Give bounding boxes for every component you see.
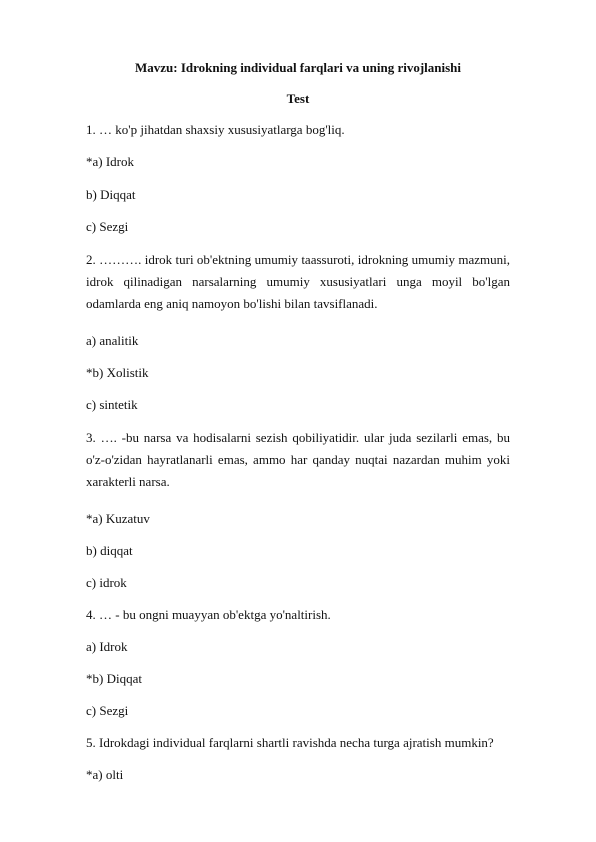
document-title: Mavzu: Idrokning individual farqlari va uning rivojlanishi [134, 60, 462, 75]
question-3-option-c: c) idrok [86, 575, 127, 590]
question-5-text: 5. Idrokdagi individual farqlarni shartli ravishda necha turga ajratish mumkin? [86, 735, 494, 750]
question-2-option-c: c) sintetik [86, 397, 138, 412]
question-4-option-c: c) Sezgi [86, 703, 129, 718]
question-2-text: 2. ………. idrok turi ob'ektning umumiy taassuroti, idrokning umumiy mazmuni, idrok qilinadigan narsalarning umumiy xususiyatlari unga moyil bo'lgan odamlarda eng aniq namoyon bo'lishi bilan tavsiflanadi. [86, 252, 510, 311]
document-subtitle: Test [286, 91, 310, 106]
question-3-option-b: b) diqqat [86, 543, 133, 558]
question-4-option-b: *b) Diqqat [86, 671, 142, 686]
question-4-option-a: a) Idrok [86, 639, 128, 654]
question-3-text: 3. …. -bu narsa va hodisalarni sezish qobiliyatidir. ular juda sezilarli emas, bu o'z-o'zidan hayratlanarli emas, ammo har qanday nuqtai nazardan muhim yoki xarakterli narsa. [86, 430, 510, 489]
question-1-option-a: *a) Idrok [86, 154, 135, 169]
question-1-text: 1. … ko'p jihatdan shaxsiy xususiyatlarga bog'liq. [86, 122, 345, 137]
question-1-option-c: c) Sezgi [86, 219, 129, 234]
question-2-option-a: a) analitik [86, 333, 139, 348]
question-1-option-b: b) Diqqat [86, 187, 136, 202]
question-3-option-a: *a) Kuzatuv [86, 511, 150, 526]
question-5-option-a: *a) olti [86, 767, 124, 782]
question-2-option-b: *b) Xolistik [86, 365, 149, 380]
question-4-text: 4. … - bu ongni muayyan ob'ektga yo'naltirish. [86, 607, 331, 622]
